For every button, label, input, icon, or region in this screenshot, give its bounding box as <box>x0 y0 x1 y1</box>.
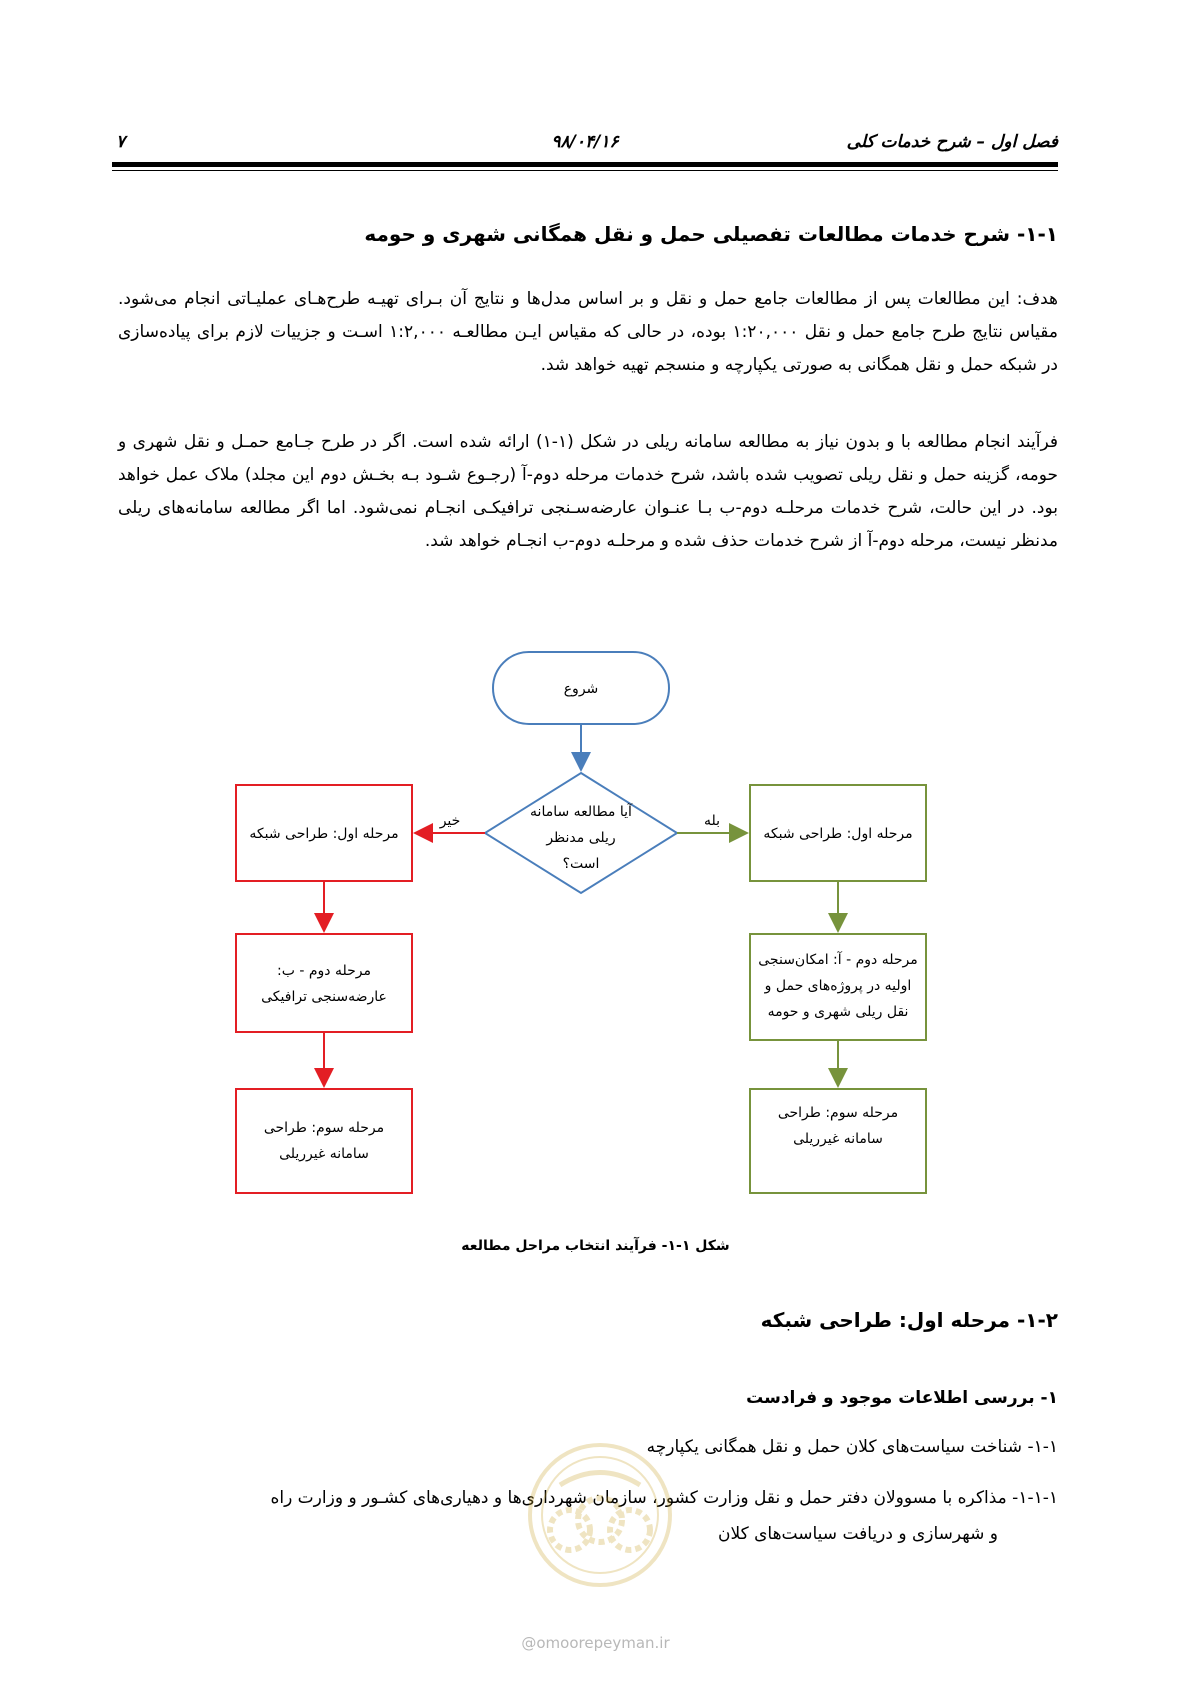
green-step-2-line-2: اولیه در پروژه‌های حمل و <box>764 978 912 994</box>
green-step-1-label: مرحله اول: طراحی شبکه <box>763 826 913 842</box>
list-item-1-1-1-line-2: و شهرسازی و دریافت سیاست‌های کلان <box>717 1524 998 1544</box>
red-step-2 <box>236 934 412 1032</box>
header-date: ۹۸/۰۴/۱۶ <box>551 132 619 152</box>
list-item-1-1-1-line-1: ۱-۱-۱- مذاکره با مسوولان دفتر حمل و نقل وزارت کشور، سازمان شهرداری‌ها و دهیاری‌های کشـور و وزارت راه <box>270 1488 1058 1508</box>
figure-caption: شکل ۱-۱- فرآیند انتخاب مراحل مطالعه <box>461 1238 730 1254</box>
section-1-1-title: ۱-۱- شرح خدمات مطالعات تفصیلی حمل و نقل همگانی شهری و حومه <box>364 222 1058 246</box>
yes-label: بله <box>703 813 721 829</box>
seal-logo-icon <box>525 1440 675 1590</box>
paragraph-process: فرآیند انجام مطالعه با و بدون نیاز به مطالعه سامانه ریلی در شکل (۱-۱) ارائه شده است. اگر در طرح جـامع حمـل و نقل شهری و حومه، گزینه حمل و نقل ریلی تصویب شده باشد، شرح خدمات مرحله دوم-آ (رجـوع شـود بـه بخـش دوم این مجلد) ملاک عمل خواهد بود. در این حالت، شرح خدمات مرحلـه دوم-ب بـا عنـوان عارضه‌سـنجی ترافیکـی انجـام نمی‌شود. اما اگر مطالعه سامانه‌های ریلی مدنظر نیست، مرحله دوم-آ از شرح خدمات حذف شده و مرحلـه دوم-ب انجـام خواهد شد. <box>118 432 1058 551</box>
red-step-3-line-2: سامانه غیرریلی <box>279 1146 369 1162</box>
green-step-3-line-1: مرحله سوم: طراحی <box>777 1105 899 1121</box>
green-step-3-line-2: سامانه غیرریلی <box>793 1131 883 1147</box>
no-label: خیر <box>439 813 461 829</box>
red-step-2-line-2: عارضه‌سنجی ترافیکی <box>261 989 387 1005</box>
red-step-3-line-1: مرحله سوم: طراحی <box>263 1120 385 1136</box>
page-number: ۷ <box>116 132 126 152</box>
section-1-2-title: ۱-۲- مرحله اول: طراحی شبکه <box>760 1308 1058 1332</box>
chapter-title: فصل اول – شرح خدمات کلی <box>846 132 1058 152</box>
subheading-existing-info: ۱- بررسی اطلاعات موجود و فرادست <box>746 1388 1058 1408</box>
site-watermark: @omoorepeyman.ir <box>521 1634 670 1652</box>
green-step-2-line-1: مرحله دوم - آ: امکان‌سنجی <box>758 952 918 968</box>
decision-line-1: آیا مطالعه سامانه <box>530 804 632 820</box>
red-step-2-line-1: مرحله دوم - ب: <box>277 963 371 979</box>
list-item-1-1: ۱-۱- شناخت سیاست‌های کلان حمل و نقل همگانی یکپارچه <box>646 1437 1058 1457</box>
decision-line-3: است؟ <box>562 856 600 872</box>
paragraph-goal: هدف: این مطالعات پس از مطالعات جامع حمل و نقل و بر اساس مدل‌ها و نتایج آن بـرای تهیـه طرح‌هـای عملیـاتی انجام می‌شود. مقیاس نتایج طرح جامع حمل و نقل ۱:۲۰,۰۰۰ بوده، در حالی که مقیاس ایـن مطالعـه ۱:۲,۰۰۰ اسـت و جزییات لازم برای پیاده‌سازی در شبکه حمل و نقل همگانی به صورتی یکپارچه و منسجم تهیه خواهد شد. <box>118 289 1058 375</box>
green-step-2-line-3: نقل ریلی شهری و حومه <box>767 1004 909 1020</box>
decision-line-2: ریلی مدنظر <box>546 830 616 846</box>
start-label: شروع <box>563 681 599 697</box>
red-step-3 <box>236 1089 412 1193</box>
red-step-1-label: مرحله اول: طراحی شبکه <box>249 826 399 842</box>
